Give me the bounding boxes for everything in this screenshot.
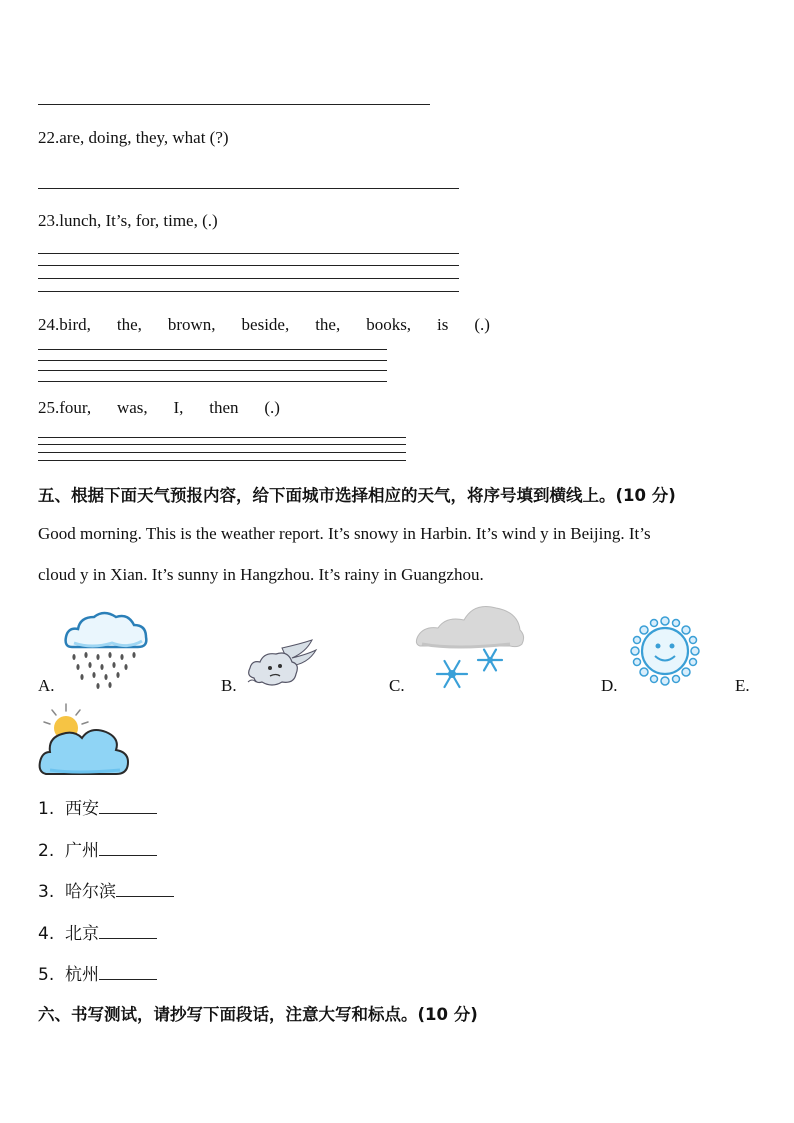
option-c-label: C. bbox=[389, 676, 405, 695]
city-name: 北京 bbox=[65, 924, 100, 944]
answer-number: 2. bbox=[38, 841, 55, 861]
writing-line bbox=[38, 452, 406, 453]
question-24 bbox=[38, 315, 490, 335]
section-6-heading: 六、书写测试，请抄写下面段话，注意大写和标点。(10 分) bbox=[38, 1005, 478, 1024]
writing-line bbox=[38, 370, 387, 371]
word: (.) bbox=[474, 315, 490, 334]
answer-number: 1. bbox=[38, 799, 55, 819]
writing-line bbox=[38, 278, 459, 279]
question-text: are, doing, they, what (?) bbox=[59, 128, 229, 147]
answer-item-3 bbox=[38, 877, 174, 902]
question-22 bbox=[38, 128, 229, 148]
writing-line bbox=[38, 460, 406, 461]
writing-line bbox=[38, 360, 387, 361]
answer-blank[interactable] bbox=[99, 965, 157, 980]
writing-line bbox=[38, 444, 406, 445]
option-e-label: E. bbox=[735, 676, 750, 695]
question-text: lunch, It’s, for, time, (.) bbox=[59, 211, 218, 230]
cloudy-sun-icon bbox=[36, 702, 132, 780]
city-name: 西安 bbox=[65, 799, 100, 819]
word: I, bbox=[173, 398, 184, 417]
word: then bbox=[209, 398, 239, 417]
word: brown, bbox=[167, 315, 216, 334]
answer-item-2 bbox=[38, 836, 157, 861]
answer-number: 3. bbox=[38, 882, 55, 902]
option-d-label: D. bbox=[601, 676, 618, 695]
city-name: 杭州 bbox=[65, 965, 100, 985]
answer-item-1 bbox=[38, 794, 157, 819]
option-a-label: A. bbox=[38, 676, 55, 695]
writing-line bbox=[38, 253, 459, 254]
word: the, bbox=[315, 315, 341, 334]
writing-line bbox=[38, 381, 387, 382]
question-number: 22. bbox=[38, 128, 60, 147]
word: bird, bbox=[59, 315, 91, 334]
word: books, bbox=[366, 315, 412, 334]
question-23 bbox=[38, 211, 218, 231]
question-number: 24. bbox=[38, 315, 60, 334]
word: four, bbox=[59, 398, 92, 417]
word: the, bbox=[116, 315, 142, 334]
question-number-and-word bbox=[38, 315, 91, 335]
answer-blank[interactable] bbox=[99, 841, 157, 856]
question-number: 25. bbox=[38, 398, 60, 417]
snow-cloud-icon bbox=[414, 600, 526, 692]
answer-blank[interactable] bbox=[116, 882, 174, 897]
sun-icon bbox=[630, 616, 700, 686]
city-name: 广州 bbox=[65, 841, 100, 861]
answer-line bbox=[38, 188, 459, 189]
answer-blank[interactable] bbox=[99, 799, 157, 814]
city-name: 哈尔滨 bbox=[65, 882, 117, 902]
answer-line bbox=[38, 104, 430, 105]
writing-line bbox=[38, 291, 459, 292]
wind-cloud-icon bbox=[246, 638, 318, 690]
question-25 bbox=[38, 398, 280, 418]
weather-report-line-1: Good morning. This is the weather report. It’s snowy in Harbin. It’s wind y in Beijing. It’s bbox=[38, 524, 651, 543]
rain-cloud-icon bbox=[62, 605, 152, 691]
answer-item-5 bbox=[38, 960, 157, 985]
writing-line bbox=[38, 349, 387, 350]
word: was, bbox=[116, 398, 148, 417]
option-b-label: B. bbox=[221, 676, 237, 695]
weather-report-line-2: cloud y in Xian. It’s sunny in Hangzhou. It’s rainy in Guangzhou. bbox=[38, 565, 484, 584]
writing-line bbox=[38, 265, 459, 266]
question-number-and-word bbox=[38, 398, 91, 418]
writing-line bbox=[38, 437, 406, 438]
answer-item-4 bbox=[38, 919, 157, 944]
word: is bbox=[437, 315, 449, 334]
section-5-heading: 五、根据下面天气预报内容，给下面城市选择相应的天气，将序号填到横线上。(10 分) bbox=[38, 486, 676, 505]
word: (.) bbox=[264, 398, 280, 417]
word: beside, bbox=[241, 315, 290, 334]
answer-number: 5. bbox=[38, 965, 55, 985]
question-number: 23. bbox=[38, 211, 60, 230]
answer-number: 4. bbox=[38, 924, 55, 944]
answer-blank[interactable] bbox=[99, 924, 157, 939]
